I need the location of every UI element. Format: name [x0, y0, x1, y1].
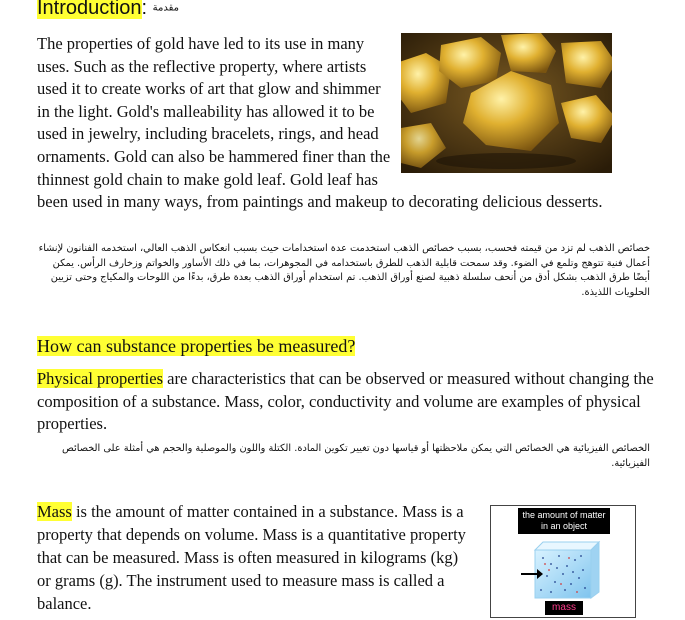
physical-properties-paragraph — [37, 368, 657, 436]
mass-term: Mass — [37, 502, 72, 521]
gold-nuggets-image — [401, 33, 612, 173]
physical-properties-text: are characteristics that can be observed or measured without changing the composition of a substance. Mass, color, conductivity and volume are examples of physical properties. — [37, 369, 654, 434]
mass-text: is the amount of matter contained in a substance. Mass is a property that depends on volume. Mass is a quantitative property that can be measured. Mass is often measured in kilograms (kg) or grams (g). The instrument used to measure mass is called a balance. — [37, 502, 466, 613]
measurement-heading — [37, 334, 355, 358]
mass-illustration-label: mass — [545, 601, 583, 615]
heading-colon: : — [141, 0, 148, 19]
mass-illustration — [490, 505, 636, 618]
introduction-paragraph-block — [37, 33, 612, 214]
introduction-heading-arabic: مقدمة — [152, 2, 180, 14]
introduction-heading — [37, 0, 179, 21]
introduction-paragraph-arabic: خصائص الذهب لم تزد من قيمته فحسب، بسبب خصائص الذهب استخدمت عدة استخدامات حيث بسبب انعكاس الذهب العالي، استخدمه الفنانون لإنشاء أعمال فنية تتوهج وتلمع في الضوء. وقد سمحت قابلية الذهب للطرق باستخدامه في المجوهرات، بما في ذلك الأساور والخواتم وزخارف الرأس. يمكن أيضًا طرق الذهب بشكل أدق من أنحف سلسلة ذهبية لصنع أوراق الذهب. تم استخدام أوراق الذهب بعدة طرق، بدءًا من اللوحات والمكياج وحتى تزيين الحلويات اللذيذة. — [38, 243, 650, 298]
measurement-heading-text: How can substance properties be measured? — [37, 336, 356, 356]
mass-paragraph — [37, 500, 467, 615]
physical-properties-term: Physical properties — [37, 369, 164, 388]
mass-illustration-caption: the amount of matter in an object — [518, 508, 610, 534]
physical-properties-paragraph-arabic: الخصائص الفيزيائية هي الخصائص التي يمكن ملاحظتها أو قياسها دون تغيير تكوين المادة. الكتلة واللون والموصلية والحجم هي أمثلة على الخصائص الفيزيائية. — [62, 443, 650, 469]
matter-cube-icon — [521, 536, 607, 600]
introduction-paragraph: The properties of gold have led to its use in many uses. Such as the reflective property, where artists used it to create works of art that glow and shimmer in the light. Gold's malleability has allowed it to be used in jewelry, including bracelets, rings, and head ornaments. Gold can also be hammered finer than the thinnest gold chain to make gold leaf. Gold leaf has been used in many ways, from paintings and makeup to decorating delicious desserts. — [37, 34, 603, 212]
introduction-heading-text: Introduction — [37, 0, 142, 19]
